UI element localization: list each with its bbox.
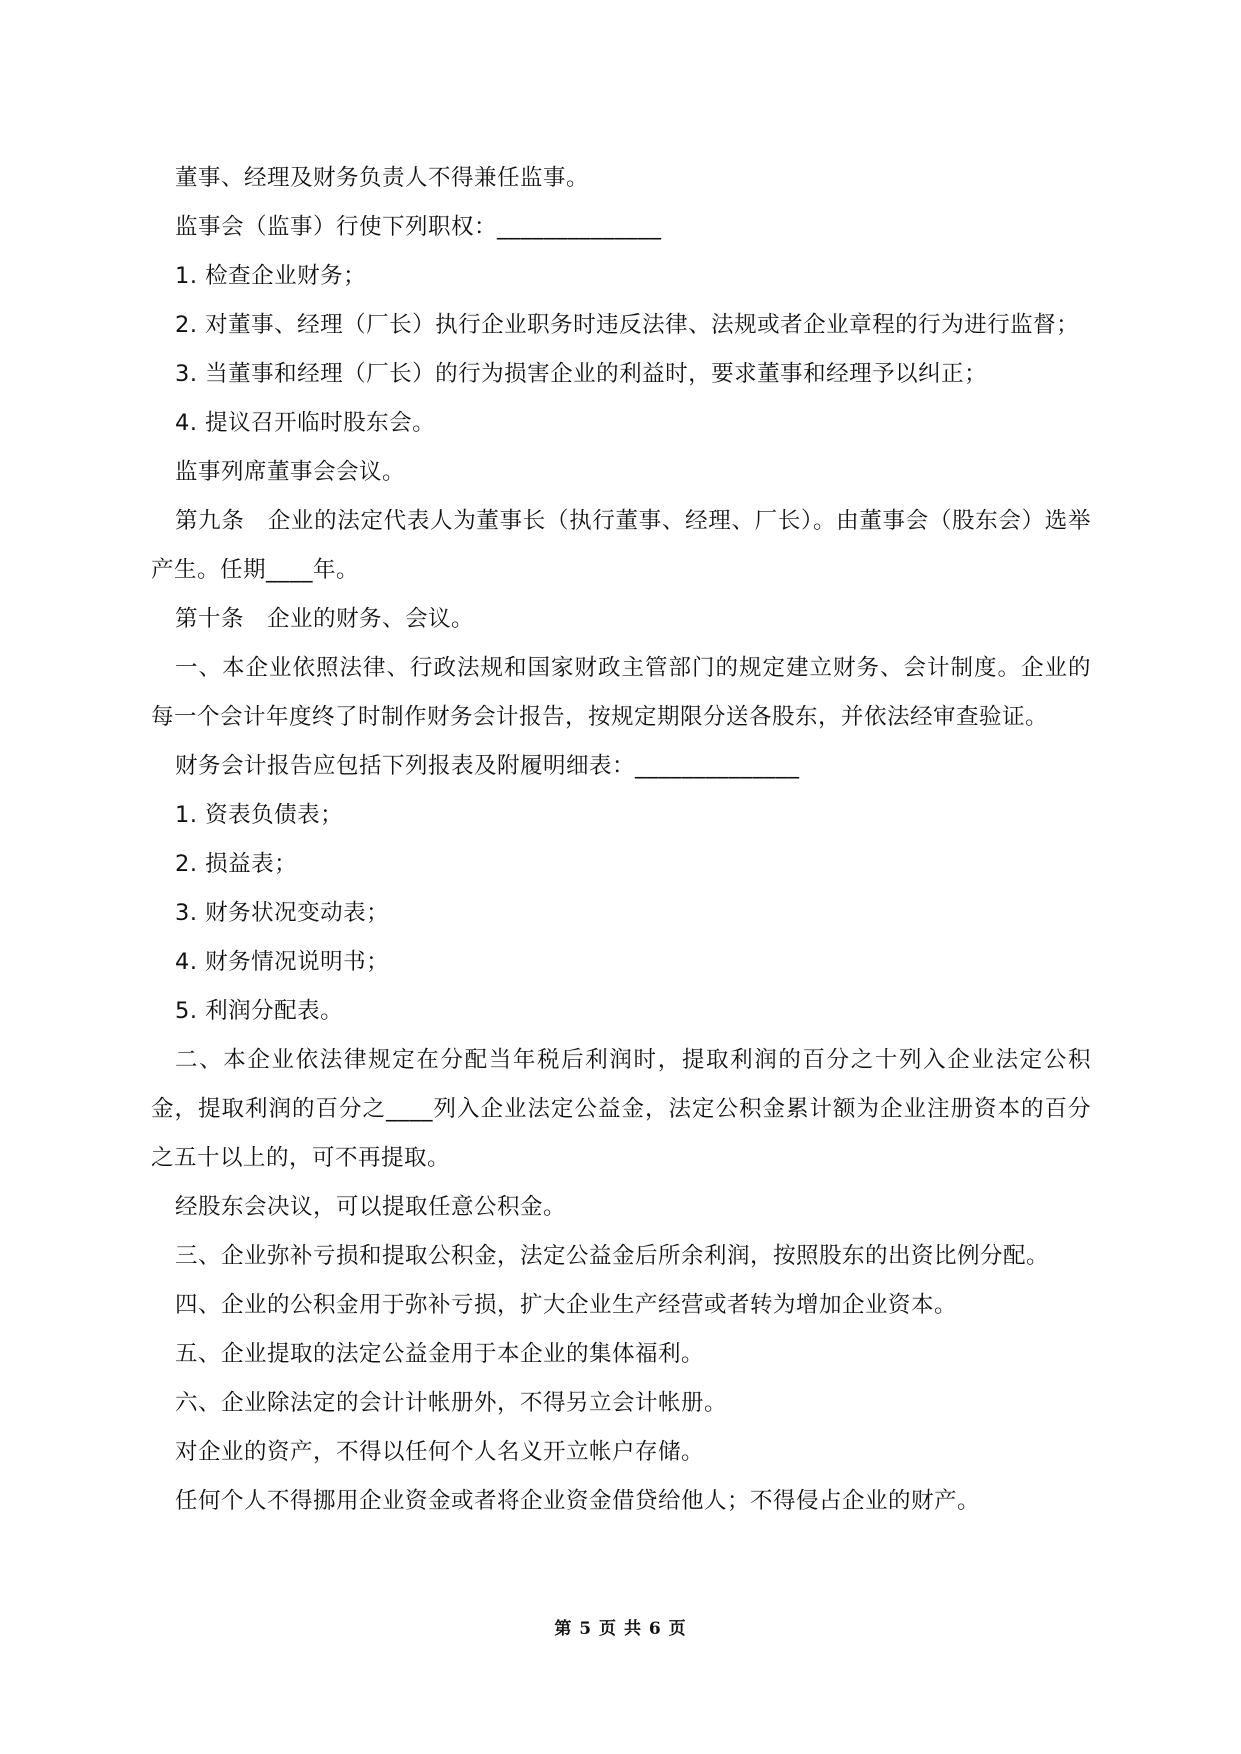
paragraph: 一、本企业依照法律、行政法规和国家财政主管部门的规定建立财务、会计制度。企业的每一个会计年度终了时制作财务会计报告，按规定期限分送各股东，并依法经审查验证。 [151,655,1091,730]
list-item: 4. 提议召开临时股东会。 [175,410,436,436]
paragraph: 二、本企业依法律规定在分配当年税后利润时，提取利润的百分之十列入企业法定公积金，提取利润的百分之____列入企业法定公益金，法定公积金累计额为企业注册资本的百分之五十以上的，可不再提取。 [151,1047,1091,1171]
list-item: 2. 对董事、经理（厂长）执行企业职务时违反法律、法规或者企业章程的行为进行监督； [175,312,1080,338]
list-item: 4. 财务情况说明书； [175,949,390,975]
paragraph: 董事、经理及财务负责人不得兼任监事。 [175,165,590,191]
list-item: 5. 利润分配表。 [175,998,344,1024]
paragraph: 监事列席董事会会议。 [175,459,406,485]
paragraph: 对企业的资产，不得以任何个人名义开立帐户存储。 [175,1439,705,1465]
paragraph: 任何个人不得挪用企业资金或者将企业资金借贷给他人；不得侵占企业的财产。 [175,1488,981,1514]
paragraph: 经股东会决议，可以提取任意公积金。 [175,1194,567,1220]
paragraph: 四、企业的公积金用于弥补亏损，扩大企业生产经营或者转为增加企业资本。 [175,1292,958,1318]
list-item: 3. 当董事和经理（厂长）的行为损害企业的利益时，要求董事和经理予以纠正； [175,361,988,387]
list-item: 1. 资表负债表； [175,802,344,828]
list-item: 3. 财务状况变动表； [175,900,390,926]
list-item: 2. 损益表； [175,851,298,877]
paragraph: 监事会（监事）行使下列职权：______________ [175,214,662,240]
paragraph: 财务会计报告应包括下列报表及附履明细表：______________ [175,753,800,779]
article-10-heading: 第十条 企业的财务、会议。 [175,606,475,632]
paragraph: 六、企业除法定的会计计帐册外，不得另立会计帐册。 [175,1390,728,1416]
paragraph: 五、企业提取的法定公益金用于本企业的集体福利。 [175,1341,705,1367]
paragraph: 三、企业弥补亏损和提取公积金，法定公益金后所余利润，按照股东的出资比例分配。 [175,1243,1050,1269]
document-body [151,154,1091,1526]
page-number-footer: 第 5 页 共 6 页 [554,1619,687,1639]
article-9: 第九条 企业的法定代表人为董事长（执行董事、经理、厂长）。由董事会（股东会）选举产生。任期____年。 [151,508,1091,583]
list-item: 1. 检查企业财务； [175,263,367,289]
